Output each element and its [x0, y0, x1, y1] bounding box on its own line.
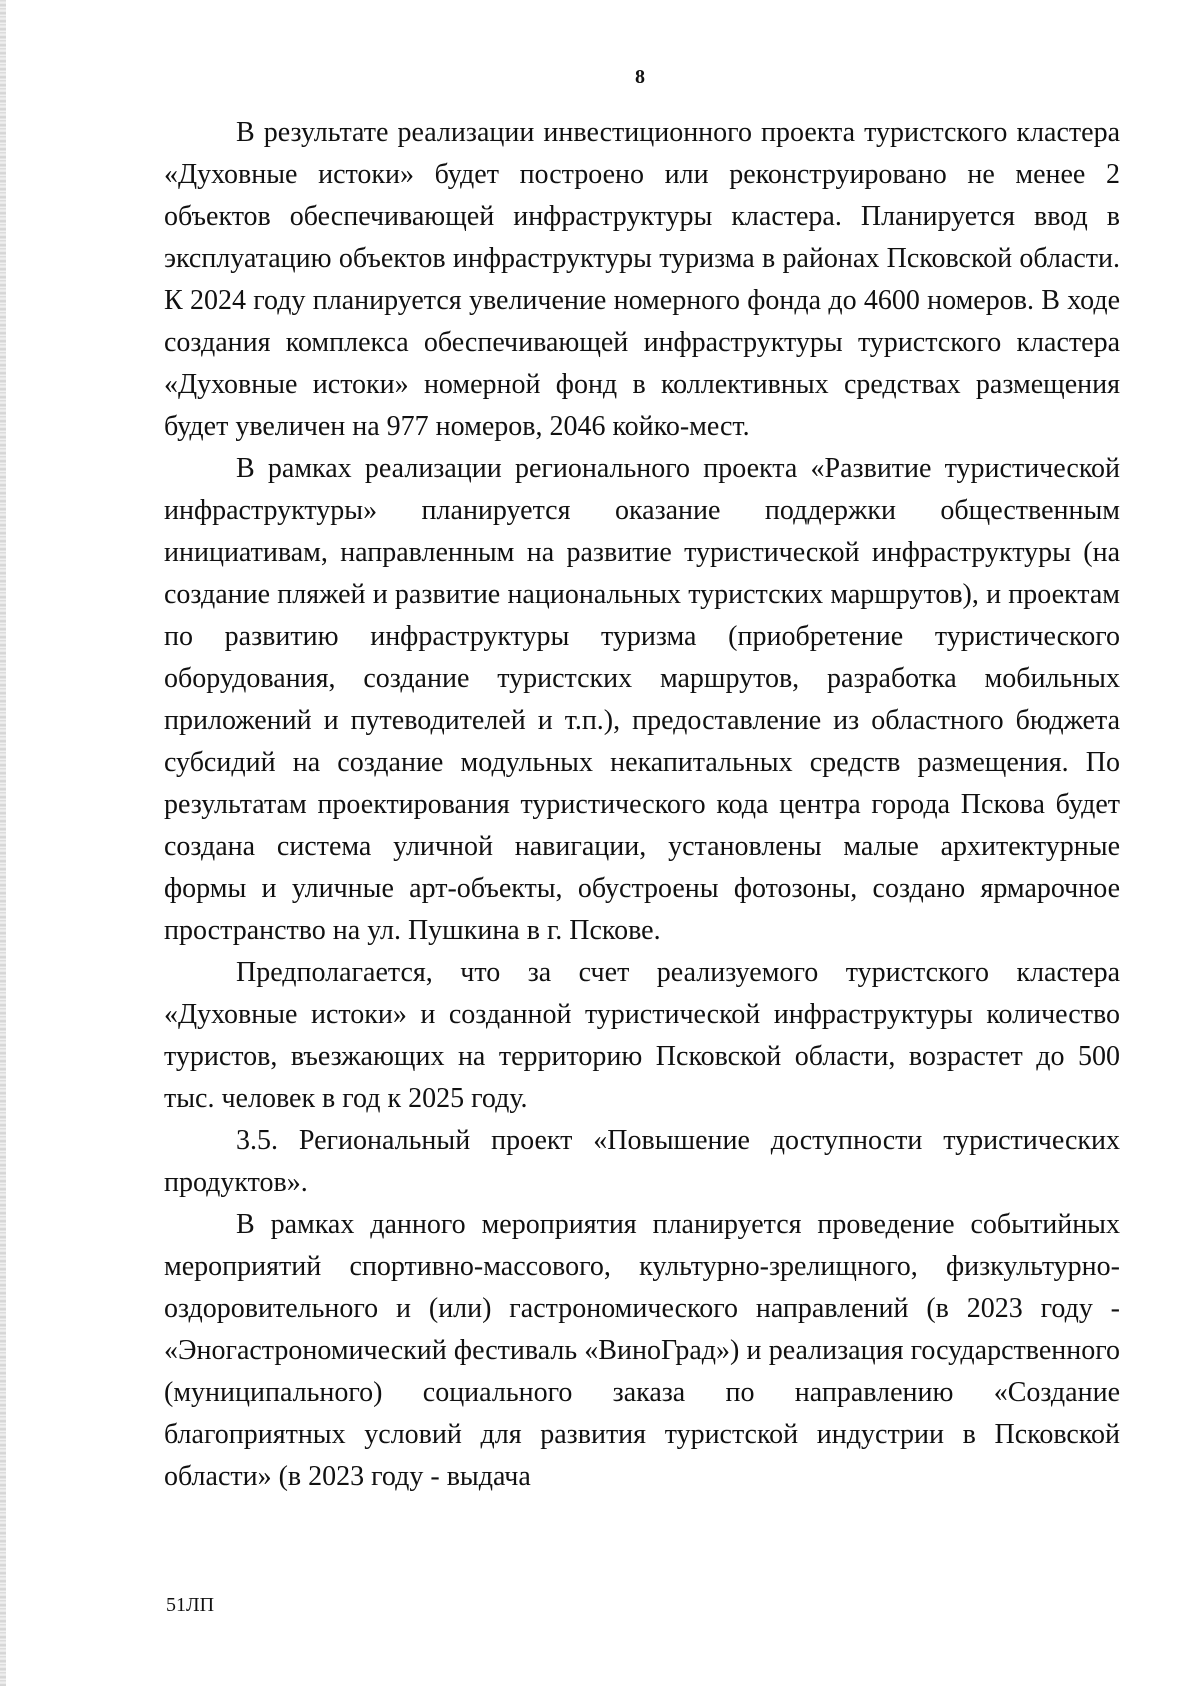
paragraph-tourist-forecast: Предполагается, что за счет реализуемого туристского кластера «Духовные истоки» и созданной туристической инфраструктуры количество туристов, въезжающих на территорию Псковской области, возрастет до 500 тыс. человек в год к 2025 году. [164, 957, 1120, 1114]
paragraph-events: В рамках данного мероприятия планируется проведение событийных мероприятий спортивно-массового, культурно-зрелищного, физкультурно-оздоровительного и (или) гастрономического направлений (в 2023 году - «Эногастрономический фестиваль «ВиноГрад») и реализация государственного (муниципального) социального заказа по направлению «Создание благоприятных условий для развития туристской индустрии в Псковской области» (в 2023 году - выдача [164, 1209, 1120, 1492]
paragraph-tourist-infrastructure: В рамках реализации регионального проекта «Развитие туристической инфраструктуры» планируется оказание поддержки общественным инициативам, направленным на развитие туристической инфраструктуры (на создание пляжей и развитие национальных туристских маршрутов), и проектам по развитию инфраструктуры туризма (приобретение туристического оборудования, создание туристских маршрутов, разработка мобильных приложений и путеводителей и т.п.), предоставление из областного бюджета субсидий на создание модульных некапитальных средств размещения. По результатам проектирования туристического кода центра города Пскова будет создана система уличной навигации, установлены малые архитектурные формы и уличные арт-объекты, обустроены фотозоны, создано ярмарочное пространство на ул. Пушкина в г. Пскове. [164, 453, 1120, 946]
scan-edge-artifact [0, 0, 6, 1686]
document-body [164, 112, 1120, 1498]
document-code: 51ЛП [166, 1594, 215, 1616]
page-number: 8 [635, 66, 645, 88]
paragraph-tourist-cluster: В результате реализации инвестиционного проекта туристского кластера «Духовные истоки» будет построено или реконструировано не менее 2 объектов обеспечивающей инфраструктуры кластера. Планируется ввод в эксплуатацию объектов инфраструктуры туризма в районах Псковской области. К 2024 году планируется увеличение номерного фонда до 4600 номеров. В ходе создания комплекса обеспечивающей инфраструктуры туристского кластера «Духовные истоки» номерной фонд в коллективных средствах размещения будет увеличен на 977 номеров, 2046 койко-мест. [164, 117, 1120, 442]
section-heading-3-5: 3.5. Региональный проект «Повышение доступности туристических продуктов». [164, 1125, 1120, 1198]
